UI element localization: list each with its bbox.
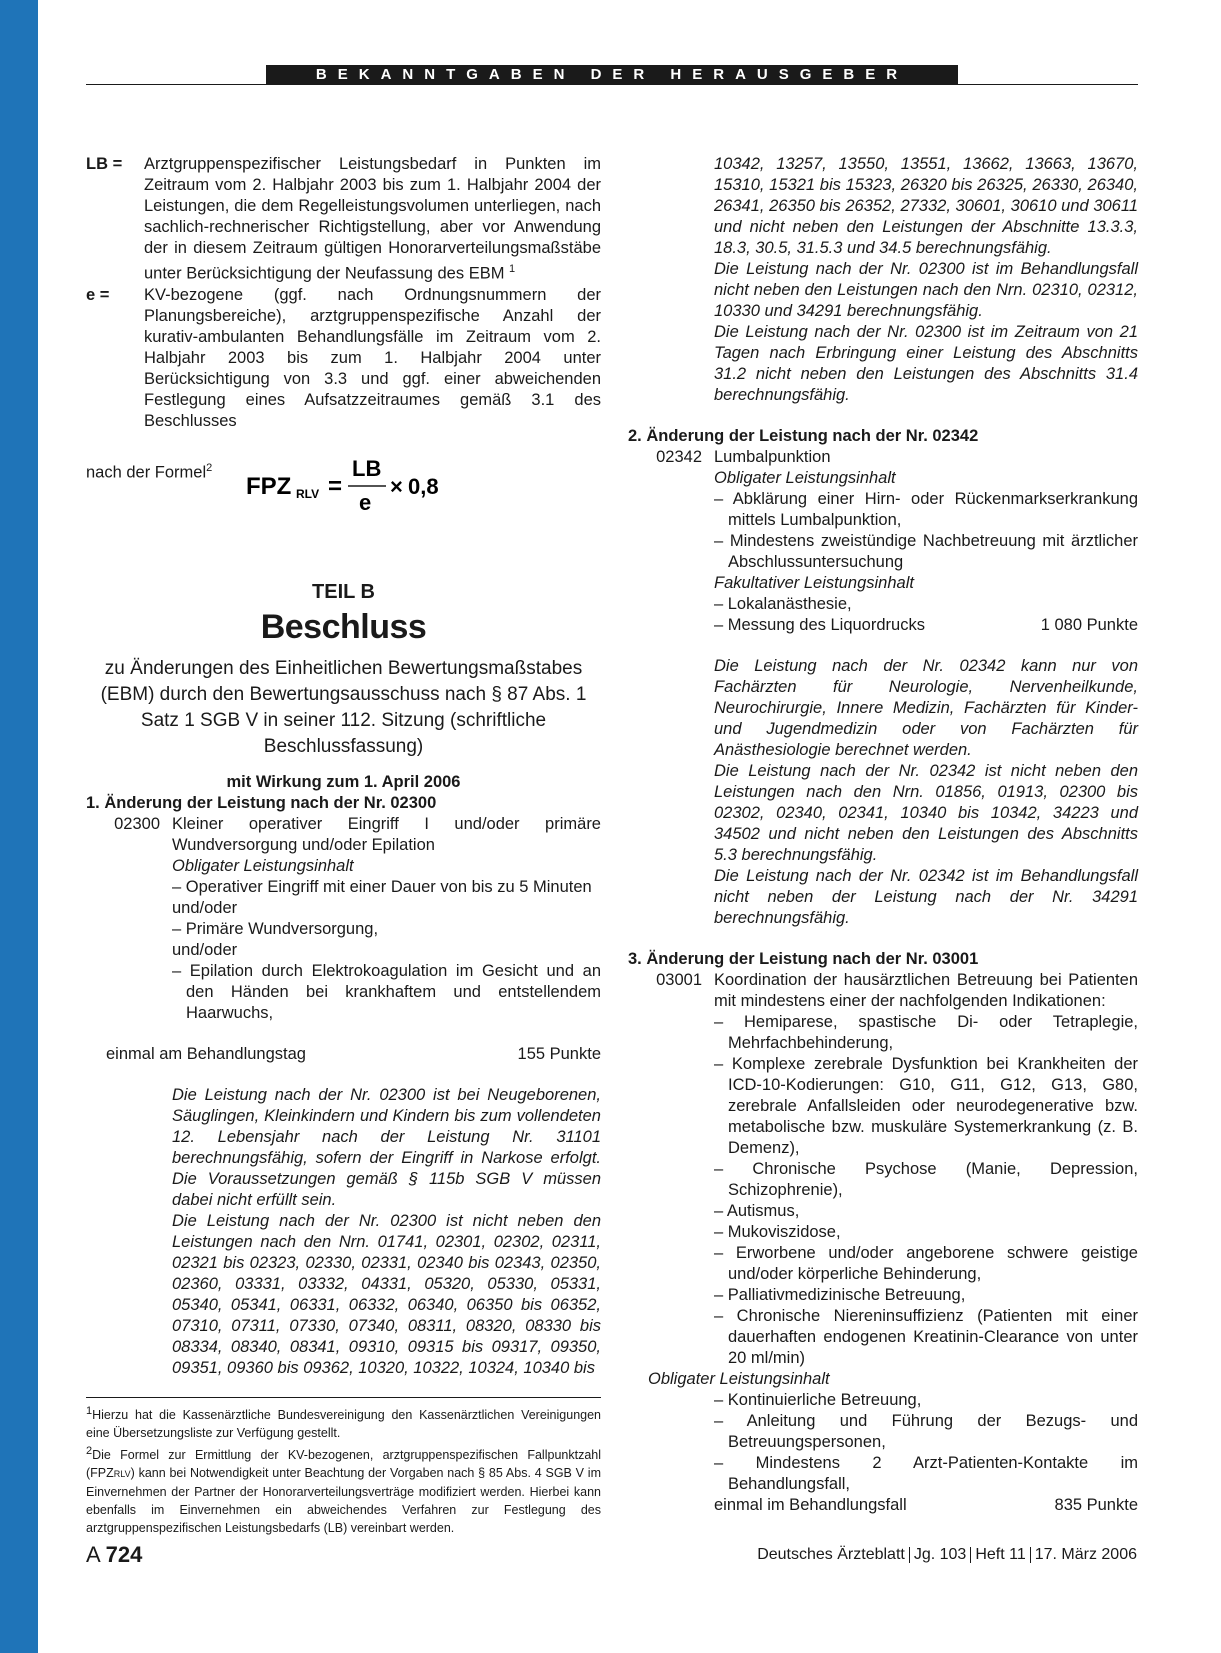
note: Die Leistung nach der Nr. 02300 ist nicht neben den Leistungen nach den Nrn. 01741, 02301, 02302, 02311, 02321 bis 02323, 02330, 02331, 02340 bis 02343, 02350, 02360, 03331, 03332, 04331, 05320, 05330, 05331, 05340, 05341, 06331, 06332, 06340, 06350 bis 06352, 07310, 07311, 07330, 07340, 08311, 08320, 08330 bis 08334, 08340, 08341, 09310, 09315 bis 09317, 09350, 09351, 09360 bis 09362, 10320, 10322, 10324, 10340 bis [172, 1211, 601, 1377]
list-item: – Hemiparese, spastische Di- oder Tetraplegie, Mehrfachbehinderung, [714, 1013, 1138, 1052]
definition-lb [86, 154, 601, 285]
item-03001-content [628, 1390, 1138, 1516]
item-code: 02342 [656, 448, 702, 466]
formula-denominator: e [359, 489, 372, 515]
list-item: – Anleitung und Führung der Bezugs- und Betreuungspersonen, [714, 1412, 1138, 1451]
formula-lhs: FPZ [246, 472, 292, 500]
effective-date: mit Wirkung zum 1. April 2006 [226, 772, 461, 791]
item-02300-notes-continued [628, 154, 1138, 406]
note: Die Leistung nach der Nr. 02342 ist nicht neben den Leistungen nach den Nrn. 01856, 01913, 02300 bis 02302, 02340, 02341, 10340 bis 10342, 34223 und 34502 und nicht neben den Leistungen des Abschnitts 5.3 berechnungsfähig. [714, 762, 1138, 864]
obligat-label: Obligater Leistungsinhalt [648, 1370, 830, 1388]
note: Die Leistung nach der Nr. 02300 ist im Behandlungsfall nicht neben den Leistungen nach den Nrn. 02310, 02312, 10330 und 34291 berechnungsfähig. [714, 260, 1138, 320]
formula-lhs-sub: RLV [296, 486, 320, 501]
note: Die Leistung nach der Nr. 02300 ist bei Neugeborenen, Säuglingen, Kleinkindern und Kindern bis zum vollendeten 12. Lebensjahr nach der Leistung Nr. 31101 berechnungsfähig, sofern der Eingriff in Narkose erfolgt. Die Voraussetzungen gemäß § 115b SGB V müssen dabei nicht erfüllt sein. [172, 1085, 601, 1209]
list-item: – Chronische Psychose (Manie, Depression, Schizophrenie), [714, 1160, 1138, 1199]
definition-term: LB = [86, 155, 123, 173]
fakultativ-label: Fakultativer Leistungsinhalt [714, 574, 914, 592]
formula-label: nach der Formel$^2$ [86, 461, 213, 481]
header-rule [86, 84, 1138, 85]
item-02342-notes [628, 656, 1138, 929]
right-column [628, 154, 1138, 1516]
section-3-heading: 3. Änderung der Leistung nach der Nr. 03001 [628, 950, 979, 968]
formula-eq: = [328, 472, 343, 500]
section-header: BEKANNTGABEN DER HERAUSGEBER [266, 65, 958, 85]
conjunction: und/oder [172, 898, 238, 917]
teil-heading: TEIL B [312, 580, 375, 603]
list-item: – Chronische Niereninsuffizienz (Patienten mit einer dauerhaften endogenen Kreatinin-Clearance von unter 20 ml/min) [714, 1307, 1138, 1367]
list-item: – Abklärung einer Hirn- oder Rückenmarkserkrankung mittels Lumbalpunktion, [714, 490, 1138, 529]
section-2-heading: 2. Änderung der Leistung nach der Nr. 02342 [628, 427, 979, 445]
footnote-1: $^1$Hierzu hat die Kassenärztliche Bundesvereinigung den Kassenärztlichen Vereinigungen eine Übersetzungsliste zur Verfügung gestellt. [86, 1404, 601, 1440]
list-item: – Primäre Wundversorgung, [172, 919, 379, 938]
note: Die Leistung nach der Nr. 02300 ist im Zeitraum von 21 Tagen nach Erbringung einer Leistung des Abschnitts 31.2 nicht neben den Leistungen des Abschnitts 31.4 berechnungsfähig. [714, 323, 1138, 404]
points-value: 155 Punkte [517, 1044, 601, 1063]
item-02300 [86, 814, 601, 856]
list-item: – Erworbene und/oder angeborene schwere geistige und/oder körperliche Behinderung, [714, 1244, 1138, 1283]
points-row [86, 1044, 601, 1065]
formula-times: × [390, 473, 403, 499]
list-item: – Mukoviszidose, [714, 1223, 841, 1241]
item-02342 [628, 447, 1138, 468]
formula-row [86, 452, 601, 522]
issue: Heft 11 [975, 1546, 1026, 1563]
volume: Jg. 103 [913, 1546, 967, 1563]
note: Die Leistung nach der Nr. 02342 kann nur von Fachärzten für Neurologie, Nervenheilkunde, Neurochirurgie, Innere Medizin, Fachärzten für Kinder- und Jugendmedizin oder von Fachärzten für Anästhesiologie berechnet werden. [714, 657, 1138, 759]
item-code: 02300 [114, 814, 160, 833]
note: 10342, 13257, 13550, 13551, 13662, 13663, 13670, 15310, 15321 bis 15323, 26320 bis 26325, 26330, 26340, 26341, 26350 bis 26352, 27332, 30601, 30610 und 30611 und nicht neben den Leistungen der Abschnitte 13.3.3, 18.3, 30.5, 31.5.3 und 34.5 berechnungsfähig. [714, 155, 1138, 257]
conjunction: und/oder [172, 940, 238, 959]
definition-text: Arztgruppenspezifischer Leistungsbedarf in Punkten im Zeitraum vom 2. Halbjahr 2003 bis zum 1. Halbjahr 2004 der Leistungen, die dem Regelleistungsvolumen unterliegen, nach sachlich-rechnerischer Richtigstellung, aber vor Anwendung der in diesem Zeitraum gültigen Honorarverteilungsmaßstäbe unter Berücksichtigung der Neufassung des EBM $^1$ [144, 155, 601, 283]
list-item: – Lokalanästhesie, [714, 595, 852, 613]
points-row [714, 1495, 1138, 1516]
left-column [86, 154, 601, 1537]
item-code: 03001 [656, 971, 702, 989]
separator [970, 1547, 971, 1563]
item-02300-notes [86, 1085, 601, 1379]
item-02342-content [628, 468, 1138, 636]
list-item: – Autismus, [714, 1202, 800, 1220]
frequency-label: einmal im Behandlungsfall [714, 1496, 907, 1514]
points-value: 1 080 Punkte [1040, 616, 1138, 634]
beschluss-title: Beschluss [260, 607, 427, 646]
beschluss-intro: zu Änderungen des Einheitlichen Bewertungsmaßstabes (EBM) durch den Bewertungsausschuss nach § 87 Abs. 1 Satz 1 SGB V in seiner 112. Sitzung (schriftliche Beschlussfassung) [100, 657, 587, 757]
page-number: A 724 [86, 1542, 143, 1567]
item-title: Lumbalpunktion [714, 448, 831, 466]
list-item: – Messung des Liquordrucks [714, 616, 925, 634]
list-item: – Epilation durch Elektrokoagulation im Gesicht und an den Händen bei krankhaftem und entstellendem Haarwuchs, [172, 961, 601, 1022]
section-1-heading: 1. Änderung der Leistung nach der Nr. 02300 [86, 793, 437, 812]
definition-term: e = [86, 285, 110, 304]
list-item: – Operativer Eingriff mit einer Dauer von bis zu 5 Minuten [172, 877, 592, 896]
item-title: Kleiner operativer Eingriff I und/oder primäre Wundversorgung und/oder Epilation [172, 814, 601, 854]
item-03001-indications [628, 1012, 1138, 1369]
item-02300-content [86, 856, 601, 1024]
journal-name: Deutsches Ärzteblatt [757, 1546, 905, 1563]
frequency-label: einmal am Behandlungstag [106, 1044, 306, 1063]
list-item: – Kontinuierliche Betreuung, [714, 1391, 922, 1409]
points-row [714, 615, 1138, 636]
formula-factor: 0,8 [408, 473, 439, 499]
footnote-rule [86, 1397, 601, 1398]
separator [909, 1547, 910, 1563]
separator [1030, 1547, 1031, 1563]
obligat-label: Obligater Leistungsinhalt [714, 469, 896, 487]
definition-text: KV-bezogene (ggf. nach Ordnungsnummern der Planungsbereiche), arztgruppenspezifische Anzahl der kurativ-ambulanten Behandlungsfälle im Zeitraum vom 2. Halbjahr 2003 bis zum 1. Halbjahr 2004 unter Berücksichtigung von 3.3 und ggf. einer abweichenden Festlegung eines Aufsatzzeitraumes gemäß 3.1 des Beschlusses [144, 285, 601, 430]
journal-citation [757, 1546, 1137, 1564]
points-value: 835 Punkte [1054, 1496, 1138, 1514]
list-item: – Mindestens 2 Arzt-Patienten-Kontakte im Behandlungsfall, [714, 1454, 1138, 1493]
note: Die Leistung nach der Nr. 02342 ist im Behandlungsfall nicht neben der Leistung nach der Nr. 34291 berechnungsfähig. [714, 867, 1138, 927]
definition-e [86, 285, 601, 432]
date: 17. März 2006 [1034, 1546, 1137, 1563]
list-item: – Komplexe zerebrale Dysfunktion bei Krankheiten der ICD-10-Kodierungen: G10, G11, G12, G13, G80, zerebrale Anfallsleiden oder neurodegenerative bzw. metabolische bzw. muskuläre Systemerkrankung (z. B. Demenz), [714, 1055, 1138, 1157]
item-03001 [628, 970, 1138, 1012]
formula [246, 452, 506, 519]
side-color-bar [0, 0, 38, 1653]
list-item: – Palliativmedizinische Betreuung, [714, 1286, 966, 1304]
item-title: Koordination der hausärztlichen Betreuung bei Patienten mit mindestens einer der nachfolgenden Indikationen: [714, 971, 1138, 1010]
list-item: – Mindestens zweistündige Nachbetreuung mit ärztlicher Abschlussuntersuchung [714, 532, 1138, 571]
footnote-2: $^2$Die Formel zur Ermittlung der KV-bezogenen, arztgruppenspezifischen Fallpunktzahl (FPZRLV) kann bei Notwendigkeit unter Beachtung der Vorgaben nach § 85 Abs. 4 SGB V im Einvernehmen der Partner der Honorarverteilungsverträge modifiziert werden. Hierbei kann ebenfalls im Einvernehmen ein abweichendes Verfahren zur Festlegung des arztgruppenspezifischen Leistungsbedarfs (LB) vereinbart werden. [86, 1444, 601, 1535]
formula-graphic [246, 452, 506, 516]
obligat-label: Obligater Leistungsinhalt [172, 856, 354, 875]
formula-numerator: LB [352, 455, 382, 481]
